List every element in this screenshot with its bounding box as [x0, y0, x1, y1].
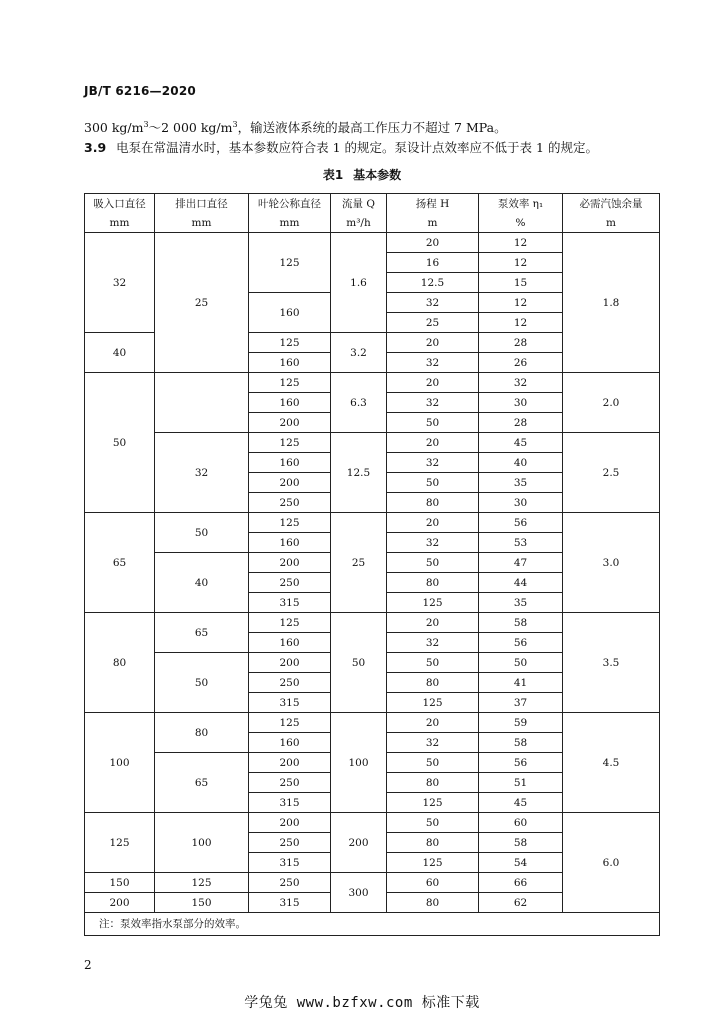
- unit-cell: mm: [155, 213, 249, 233]
- head-cell: 125: [387, 593, 479, 613]
- impeller-cell: 125: [249, 373, 331, 393]
- table-row: [85, 613, 660, 633]
- suction-cell: 32: [85, 233, 155, 333]
- flow-cell: 3.2: [331, 333, 387, 373]
- discharge-cell: 125: [155, 873, 249, 893]
- head-cell: 20: [387, 433, 479, 453]
- efficiency-cell: 30: [479, 393, 563, 413]
- continuation-text: 300 $kg/m^3\sim 2$ 000 $kg/m^3$，输送液体系统的最高工作压力不超过 7 MPa。: [84, 119, 507, 135]
- discharge-cell: 80: [155, 713, 249, 753]
- page-number: 2: [84, 958, 92, 972]
- table-row: [85, 373, 660, 393]
- efficiency-cell: 45: [479, 793, 563, 813]
- head-cell: 50: [387, 753, 479, 773]
- npsh-cell: 1.8: [563, 233, 660, 373]
- impeller-cell: 200: [249, 413, 331, 433]
- impeller-cell: 160: [249, 393, 331, 413]
- efficiency-cell: 50: [479, 653, 563, 673]
- table-row: [85, 813, 660, 833]
- unit-cell: m: [387, 213, 479, 233]
- impeller-cell: 160: [249, 293, 331, 333]
- npsh-cell: 6.0: [563, 813, 660, 913]
- efficiency-cell: 28: [479, 333, 563, 353]
- flow-cell: 300: [331, 873, 387, 913]
- impeller-cell: 125: [249, 433, 331, 453]
- head-cell: 12.5: [387, 273, 479, 293]
- header-cell: 泵效率 η₁: [479, 194, 563, 214]
- efficiency-cell: 26: [479, 353, 563, 373]
- efficiency-cell: 41: [479, 673, 563, 693]
- impeller-cell: 160: [249, 453, 331, 473]
- suction-cell: 200: [85, 893, 155, 913]
- impeller-cell: 250: [249, 493, 331, 513]
- discharge-cell: 150: [155, 893, 249, 913]
- head-cell: 80: [387, 893, 479, 913]
- npsh-cell: 3.0: [563, 513, 660, 613]
- flow-cell: 25: [331, 513, 387, 613]
- impeller-cell: 315: [249, 593, 331, 613]
- npsh-cell: 4.5: [563, 713, 660, 813]
- efficiency-cell: 12: [479, 233, 563, 253]
- efficiency-cell: 35: [479, 473, 563, 493]
- efficiency-cell: 62: [479, 893, 563, 913]
- efficiency-cell: 44: [479, 573, 563, 593]
- head-cell: 20: [387, 233, 479, 253]
- efficiency-cell: 30: [479, 493, 563, 513]
- head-cell: 125: [387, 853, 479, 873]
- impeller-cell: 160: [249, 733, 331, 753]
- unit-cell: m: [563, 213, 660, 233]
- table-note: 注：泵效率指水泵部分的效率。: [85, 913, 660, 936]
- head-cell: 32: [387, 353, 479, 373]
- discharge-cell: 50: [155, 513, 249, 553]
- efficiency-cell: 66: [479, 873, 563, 893]
- flow-cell: 100: [331, 713, 387, 813]
- discharge-cell: 50: [155, 653, 249, 713]
- efficiency-cell: 15: [479, 273, 563, 293]
- impeller-cell: 160: [249, 353, 331, 373]
- impeller-cell: 125: [249, 233, 331, 293]
- efficiency-cell: 60: [479, 813, 563, 833]
- impeller-cell: 200: [249, 473, 331, 493]
- efficiency-cell: 53: [479, 533, 563, 553]
- head-cell: 50: [387, 813, 479, 833]
- head-cell: 80: [387, 773, 479, 793]
- impeller-cell: 250: [249, 573, 331, 593]
- flow-cell: 200: [331, 813, 387, 873]
- efficiency-cell: 47: [479, 553, 563, 573]
- suction-cell: 100: [85, 713, 155, 813]
- npsh-cell: 2.5: [563, 433, 660, 513]
- clause-3-9: [84, 138, 598, 156]
- efficiency-cell: 32: [479, 373, 563, 393]
- footer-watermark: 学兔兔 www.bzfxw.com 标准下载: [244, 995, 480, 1011]
- discharge-cell-blank: [155, 373, 249, 433]
- efficiency-cell: 56: [479, 753, 563, 773]
- impeller-cell: 250: [249, 773, 331, 793]
- impeller-cell: 200: [249, 813, 331, 833]
- header-cell: 必需汽蚀余量: [563, 194, 660, 214]
- discharge-cell: 65: [155, 613, 249, 653]
- head-cell: 20: [387, 613, 479, 633]
- efficiency-cell: 56: [479, 513, 563, 533]
- impeller-cell: 250: [249, 673, 331, 693]
- head-cell: 32: [387, 733, 479, 753]
- discharge-cell: 100: [155, 813, 249, 873]
- head-cell: 32: [387, 533, 479, 553]
- efficiency-cell: 12: [479, 253, 563, 273]
- header-row: [85, 194, 660, 214]
- head-cell: 32: [387, 293, 479, 313]
- suction-cell: 40: [85, 333, 155, 373]
- suction-cell: 150: [85, 873, 155, 893]
- header-cell: 流量 Q: [331, 194, 387, 214]
- head-cell: 50: [387, 473, 479, 493]
- head-cell: 80: [387, 573, 479, 593]
- efficiency-cell: 58: [479, 613, 563, 633]
- head-cell: 50: [387, 413, 479, 433]
- efficiency-cell: 54: [479, 853, 563, 873]
- npsh-cell: 2.0: [563, 373, 660, 433]
- impeller-cell: 200: [249, 653, 331, 673]
- header-cell: 排出口直径: [155, 194, 249, 214]
- impeller-cell: 125: [249, 613, 331, 633]
- header-cell: 扬程 H: [387, 194, 479, 214]
- impeller-cell: 125: [249, 713, 331, 733]
- discharge-cell: 25: [155, 233, 249, 373]
- clause-number: 3.9: [84, 140, 107, 155]
- head-cell: 80: [387, 493, 479, 513]
- flow-cell: 6.3: [331, 373, 387, 433]
- efficiency-cell: 12: [479, 313, 563, 333]
- impeller-cell: 250: [249, 833, 331, 853]
- suction-cell: 80: [85, 613, 155, 713]
- unit-cell: mm: [249, 213, 331, 233]
- head-cell: 16: [387, 253, 479, 273]
- impeller-cell: 125: [249, 333, 331, 353]
- efficiency-cell: 56: [479, 633, 563, 653]
- suction-cell: 50: [85, 373, 155, 513]
- discharge-cell: 32: [155, 433, 249, 513]
- efficiency-cell: 51: [479, 773, 563, 793]
- efficiency-cell: 28: [479, 413, 563, 433]
- flow-cell: 12.5: [331, 433, 387, 513]
- impeller-cell: 315: [249, 793, 331, 813]
- efficiency-cell: 37: [479, 693, 563, 713]
- unit-row: [85, 213, 660, 233]
- head-cell: 32: [387, 453, 479, 473]
- head-cell: 80: [387, 833, 479, 853]
- table-caption: 表1 基本参数: [322, 168, 402, 182]
- head-cell: 32: [387, 633, 479, 653]
- discharge-cell: 40: [155, 553, 249, 613]
- flow-cell: 50: [331, 613, 387, 713]
- efficiency-cell: 35: [479, 593, 563, 613]
- head-cell: 125: [387, 693, 479, 713]
- efficiency-cell: 58: [479, 833, 563, 853]
- head-cell: 80: [387, 673, 479, 693]
- header-cell: 叶轮公称直径: [249, 194, 331, 214]
- table-row: [85, 233, 660, 253]
- impeller-cell: 315: [249, 893, 331, 913]
- npsh-cell: 3.5: [563, 613, 660, 713]
- efficiency-cell: 45: [479, 433, 563, 453]
- unit-cell: mm: [85, 213, 155, 233]
- header-cell: 吸入口直径: [85, 194, 155, 214]
- clause-text: 电泵在常温清水时，基本参数应符合表 1 的规定。泵设计点效率应不低于表 1 的规定。: [116, 140, 598, 155]
- head-cell: 20: [387, 513, 479, 533]
- head-cell: 20: [387, 713, 479, 733]
- efficiency-cell: 58: [479, 733, 563, 753]
- table-row: [85, 713, 660, 733]
- head-cell: 20: [387, 333, 479, 353]
- impeller-cell: 160: [249, 533, 331, 553]
- impeller-cell: 315: [249, 853, 331, 873]
- suction-cell: 125: [85, 813, 155, 873]
- flow-cell: 1.6: [331, 233, 387, 333]
- impeller-cell: 160: [249, 633, 331, 653]
- impeller-cell: 315: [249, 693, 331, 713]
- head-cell: 50: [387, 653, 479, 673]
- impeller-cell: 200: [249, 553, 331, 573]
- efficiency-cell: 12: [479, 293, 563, 313]
- head-cell: 25: [387, 313, 479, 333]
- suction-cell: 65: [85, 513, 155, 613]
- unit-cell: m³/h: [331, 213, 387, 233]
- table-row: [85, 513, 660, 533]
- head-cell: 60: [387, 873, 479, 893]
- head-cell: 50: [387, 553, 479, 573]
- standard-number: JB/T 6216—2020: [84, 84, 196, 98]
- head-cell: 125: [387, 793, 479, 813]
- head-cell: 32: [387, 393, 479, 413]
- efficiency-cell: 59: [479, 713, 563, 733]
- impeller-cell: 200: [249, 753, 331, 773]
- note-row: [85, 913, 660, 936]
- impeller-cell: 250: [249, 873, 331, 893]
- table-row: [85, 433, 660, 453]
- discharge-cell: 65: [155, 753, 249, 813]
- head-cell: 20: [387, 373, 479, 393]
- basic-parameters-table: [84, 193, 660, 936]
- impeller-cell: 125: [249, 513, 331, 533]
- efficiency-cell: 40: [479, 453, 563, 473]
- unit-cell: %: [479, 213, 563, 233]
